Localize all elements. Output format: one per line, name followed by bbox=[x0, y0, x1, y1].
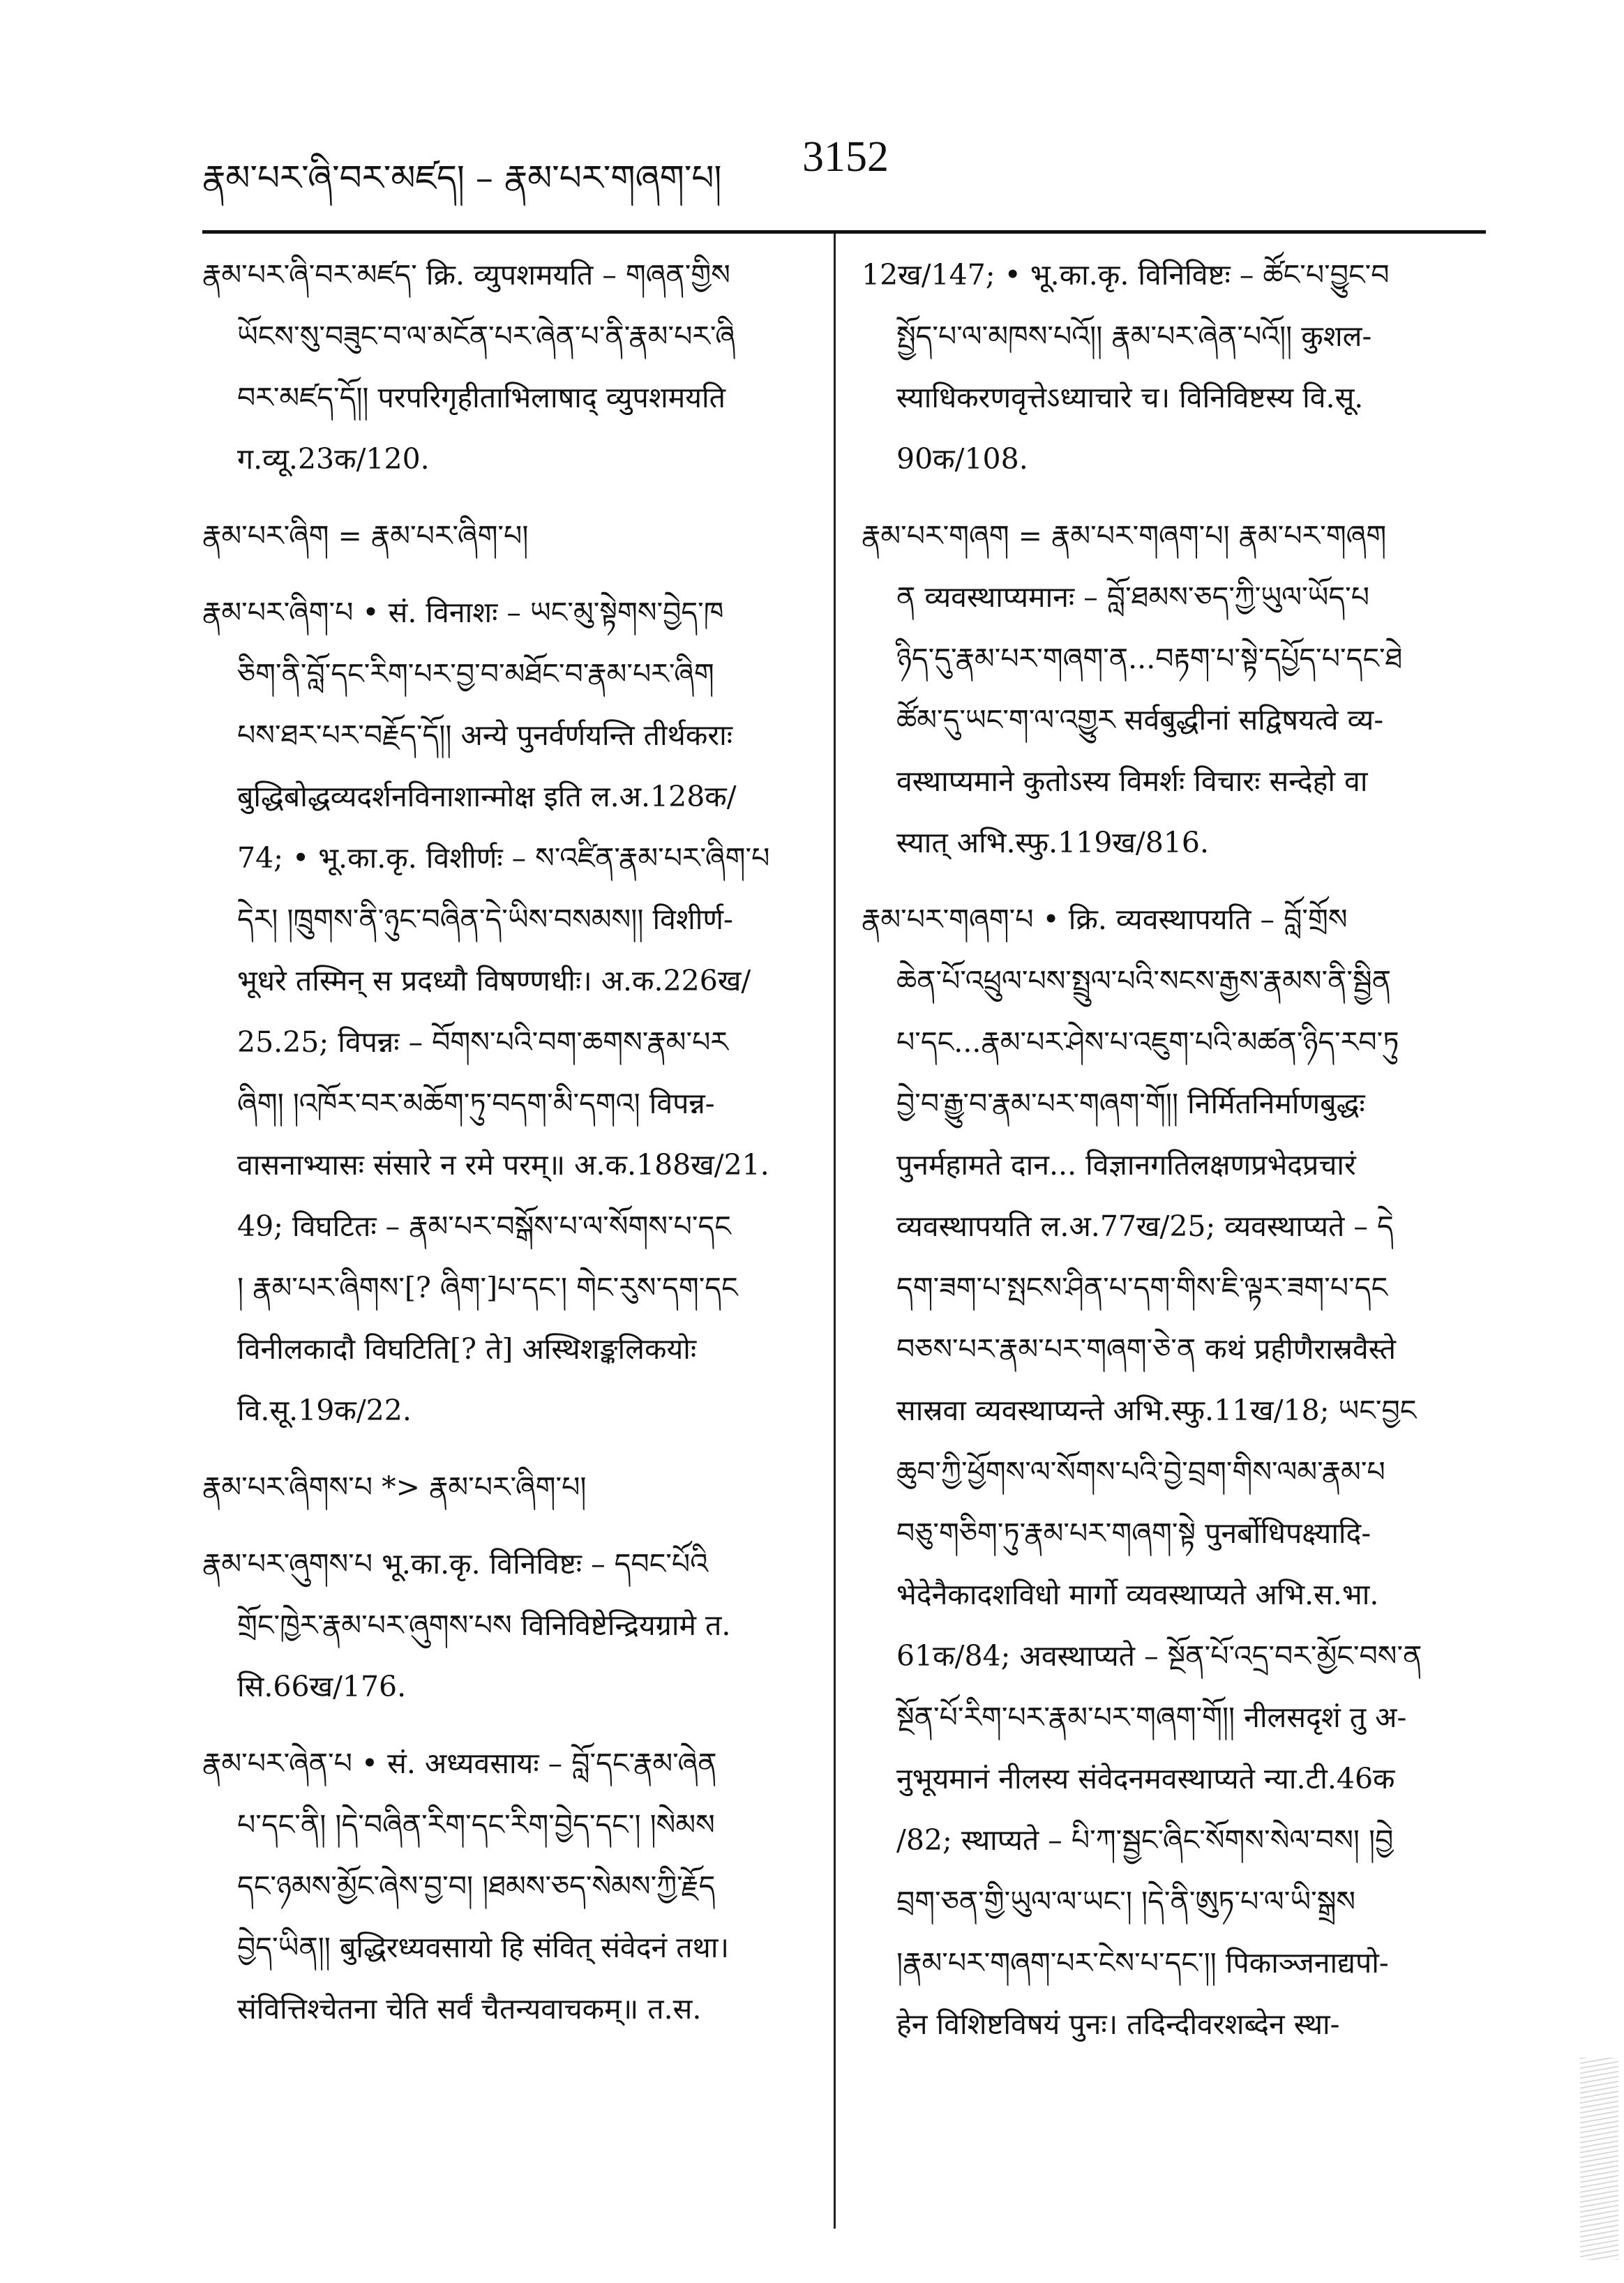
entry-line: ཆུབ་ཀྱི་ཕྱོགས་ལ་སོགས་པའི་བྱེ་བྲག་གིས་ལམ་རྣམ་པ bbox=[896, 1455, 1385, 1489]
entry-line: 61क/84; अवस्थाप्यते – སྔོན་པོ་འདྲ་བར་མྱོང་བས་ན bbox=[896, 1639, 1422, 1673]
entry-line: नुभूयमानं नीलस्य संवेदनमवस्थाप्यते न्या.टी.46क bbox=[896, 1762, 1395, 1795]
dictionary-entry bbox=[862, 505, 1486, 873]
entry-line: स्याधिकरणवृत्तेऽध्याचारे च। विनिविष्टस्य वि.सू. bbox=[896, 381, 1364, 414]
entry-line: བར་མཛད་དོ།། परपरिगृहीताभिलाषाद् व्युपशमयति bbox=[237, 381, 725, 414]
entry-line: वासनाभ्यासः संसारे न रमे परम्॥ अ.क.188ख/21. bbox=[237, 1148, 769, 1182]
entry-line: सास्रवा व्यवस्थाप्यन्ते अभि.स्फु.11ख/18; ཡང་བྱང bbox=[896, 1394, 1417, 1427]
entry-line: ग.व्यू.23क/120. bbox=[237, 442, 430, 476]
dictionary-entry bbox=[202, 1533, 816, 1717]
entry-line: གྲོང་ཁྱེར་རྣམ་པར་ཞུགས་པས विनिविष्टेन्द्रियग्रामे त. bbox=[237, 1608, 731, 1642]
dictionary-entry bbox=[202, 1456, 816, 1518]
entry-line: རྣམ་པར་ཞི་བར་མཛད་ क्रि. व्युपशमयति – གཞན་གྱིས bbox=[202, 258, 730, 292]
entry-line: हेन विशिष्टविषयं पुनः। तदिन्दीवरशब्देन स्था- bbox=[896, 2007, 1340, 2041]
entry-line: भूधरे तस्मिन् स प्रदध्यौ विषण्णधीः। अ.क.226ख/ bbox=[237, 964, 751, 997]
header-rule bbox=[202, 230, 1486, 234]
entry-line: वि.सू.19क/22. bbox=[237, 1394, 412, 1427]
running-title: རྣམ་པར་ཞི་བར་མཛད། – རྣམ་པར་གཞག་པ། bbox=[202, 158, 722, 198]
entry-line: སྤྱོད་པ་ལ་མཁས་པའོ།། རྣམ་པར་ཞེན་པའོ།། कुशल- bbox=[896, 319, 1372, 353]
entry-line: पुनर्महामते दान... विज्ञानगतिलक्षणप्रभेदप्रचारं bbox=[896, 1148, 1356, 1182]
entry-line: རྣམ་པར་གཞག་པ • क्रि. व्यवस्थापयति – བློ་གྲོས bbox=[862, 903, 1348, 936]
dictionary-entry bbox=[202, 244, 816, 490]
entry-line: བྲག་ཅན་གྱི་ཡུལ་ལ་ཡང་། །དེ་ནི་ཨུཏ་པ་ལ་ཡི་སྒྲས bbox=[896, 1885, 1356, 1918]
dictionary-entry bbox=[862, 889, 1486, 2055]
entry-line: ཉིད་དུ་རྣམ་པར་གཞག་ན...བརྟག་པ་སྟེ་དཔྱོད་པ་དང་ཐེ bbox=[896, 642, 1403, 675]
dictionary-entry bbox=[202, 582, 816, 1441]
entry-line: ཅིག་ནི་བློ་དང་རིག་པར་བྱ་བ་མཐོང་བ་རྣམ་པར་ཞིག bbox=[237, 657, 714, 691]
entry-line: 74; • भू.का.कृ. विशीर्णः – ས་འཛིན་རྣམ་པར་ཞིག་པ bbox=[237, 841, 770, 875]
entry-line: 12ख/147; • भू.का.कृ. विनिविष्टः – ཚོང་པ་བྱུང་བ bbox=[862, 258, 1390, 292]
entry-line: བྱེ་བ་རྒྱུ་བ་རྣམ་པར་གཞག་གོ།། निर्मितनिर्माणबुद्धः bbox=[896, 1087, 1365, 1120]
entry-line: बुद्धिबोद्धव्यदर्शनविनाशान्मोक्ष इति ल.अ.128क/ bbox=[237, 780, 737, 813]
entry-line: सि.66ख/176. bbox=[237, 1670, 407, 1703]
page-number: 3152 bbox=[802, 133, 889, 181]
entry-line: པས་ཐར་པར་བརྗོད་དོ།། अन्ये पुनर्वर्णयन्ति तीर्थकराः bbox=[237, 718, 733, 752]
entry-line: རྣམ་པར་ཞིགས་པ *> རྣམ་པར་ཞིག་པ། bbox=[202, 1470, 587, 1504]
entry-line: स्यात् अभि.स्फु.119ख/816. bbox=[896, 826, 1210, 859]
entry-line: རྣམ་པར་ཞུགས་པ भू.का.कृ. विनिविष्टः – དབང་པོའི bbox=[202, 1547, 709, 1581]
entry-line: རྣམ་པར་ཞིག་པ • सं. विनाशः – ཡང་མུ་སྟེགས་བྱེད་ཁ bbox=[202, 596, 724, 629]
entry-line: ན व्यवस्थाप्यमानः – བློ་ཐམས་ཅད་ཀྱི་ཡུལ་ཡོད་པ bbox=[896, 580, 1370, 614]
entry-line: དག་ཟག་པ་སྤངས་ཤིན་པ་དག་གིས་ཇི་ལྟར་ཟག་པ་དང bbox=[896, 1271, 1388, 1304]
column-divider bbox=[834, 234, 836, 2229]
right-column bbox=[862, 244, 1486, 2070]
entry-line: བྱེད་ཡིན།། बुद्धिरध्यवसायो हि संवित् संवेदनं तथा। bbox=[237, 1931, 730, 1964]
entry-line: 49; विघटितः – རྣམ་པར་བསྒོས་པ་ལ་སོགས་པ་དང bbox=[237, 1210, 731, 1243]
entry-line: ཚོམ་དུ་ཡང་ག་ལ་འགྱུར सर्वबुद्धीनां सद्विषयत्वे व्य- bbox=[896, 703, 1384, 737]
entry-line: विनीलकादौ विघटिति[? ते] अस्थिशङ्कलिकयोः bbox=[237, 1332, 697, 1366]
entry-line: संवित्तिश्चेतना चेति सर्वं चैतन्यवाचकम्॥ त.स. bbox=[237, 1992, 702, 2026]
left-column bbox=[202, 244, 816, 2055]
entry-line: དང་ཉམས་མྱོང་ཞེས་བྱ་བ། །ཐམས་ཅད་སེམས་ཀྱི་རྗོད bbox=[237, 1869, 716, 1903]
dictionary-entry bbox=[202, 505, 816, 566]
scan-speckle bbox=[1580, 2058, 1618, 2260]
entry-line: དེར། །ཁྲུགས་ནི་ཉུང་བཞིན་དེ་ཡིས་བསམས།། विशीर्ण- bbox=[237, 903, 733, 936]
entry-line: རྣམ་པར་ཞིག = རྣམ་པར་ཞིག་པ། bbox=[202, 519, 529, 552]
entry-line: རྣམ་པར་གཞག = རྣམ་པར་གཞག་པ། རྣམ་པར་གཞག bbox=[862, 519, 1387, 552]
entry-line: པ་དང...རྣམ་པར་ཤེས་པ་འཇུག་པའི་མཚན་ཉིད་རབ་ཏུ bbox=[896, 1025, 1399, 1059]
entry-line: ཡོངས་སུ་བཟུང་བ་ལ་མངོན་པར་ཞེན་པ་ནི་རྣམ་པར་ཞི bbox=[237, 319, 735, 353]
page-header bbox=[202, 133, 1486, 202]
entry-line: व्यवस्थापयति ल.अ.77ख/25; व्यवस्थाप्यते – དེ bbox=[896, 1210, 1394, 1243]
entry-line: ཞིག། །འཁོར་བར་མཆོག་ཏུ་བདག་མི་དགའ། विपन्न- bbox=[237, 1087, 715, 1120]
entry-line: སྔོན་པོ་རིག་པར་རྣམ་པར་གཞག་གོ།། नीलसदृशं तु अ- bbox=[896, 1701, 1407, 1734]
entry-line: 25.25; विपन्नः – བོགས་པའི་བག་ཆགས་རྣམ་པར bbox=[237, 1025, 728, 1059]
entry-line: ། རྣམ་པར་ཞིགས་[? ཞིག་]པ་དང་། གེང་རུས་དག་དང bbox=[237, 1271, 738, 1304]
entry-line: རྣམ་པར་ཞེན་པ • सं. अध्यवसायः – བློ་དང་རྣམ་ཞེན bbox=[202, 1747, 717, 1780]
entry-line: /82; स्थाप्यते – པི་ཀ་སྦྱང་ཞིང་སོགས་སེལ་བས། །བྱེ bbox=[896, 1823, 1394, 1857]
entry-line: ཆེན་པོ་འཕྲུལ་པས་སྤྲུལ་པའི་སངས་རྒྱས་རྣམས་ནི་སྦྱིན bbox=[896, 964, 1392, 997]
entry-line: པ་དང་ནི། །དེ་བཞིན་རིག་དང་རིག་བྱེད་དང་། །སེམས bbox=[237, 1808, 715, 1841]
entry-line: वस्थाप्यमाने कुतोऽस्य विमर्शः विचारः सन्देहो वा bbox=[896, 764, 1368, 798]
entry-line: བཅས་པར་རྣམ་པར་གཞག་ཅེ་ན कथं प्रहीणैरास्रवैस्ते bbox=[896, 1332, 1397, 1366]
entry-line: །རྣམ་པར་གཞག་པར་ངེས་པ་དང་།། पिकाञ्जनाद्यपो- bbox=[896, 1946, 1389, 1980]
dictionary-entry bbox=[202, 1733, 816, 2040]
entry-line: བཅུ་གཅིག་ཏུ་རྣམ་པར་གཞག་སྟེ पुनर्बोधिपक्ष्यादि- bbox=[896, 1516, 1371, 1550]
entry-line: 90क/108. bbox=[896, 442, 1028, 476]
dictionary-entry bbox=[862, 244, 1486, 490]
entry-line: भेदेनैकादशविधो मार्गो व्यवस्थाप्यते अभि.स.भा. bbox=[896, 1578, 1379, 1611]
